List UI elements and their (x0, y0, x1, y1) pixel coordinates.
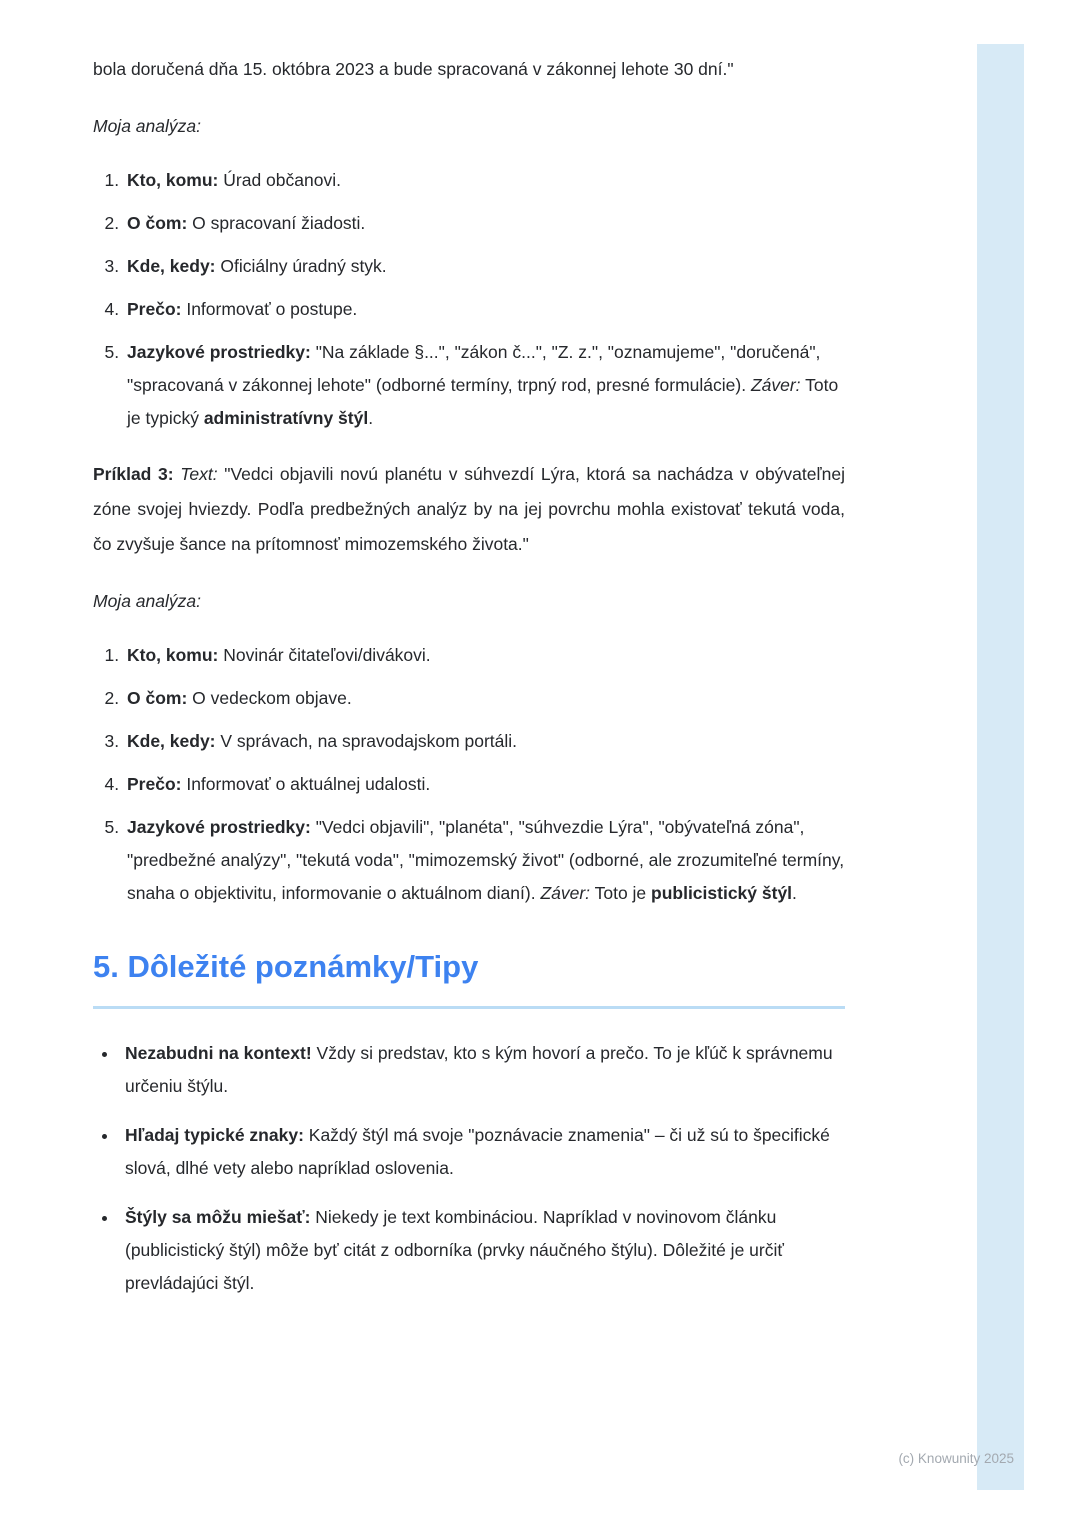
tip-item: • Hľadaj typické znaky: Každý štýl má svoje "poznávacie znamenia" – či už sú to špecifické slová, dlhé vety alebo napríklad oslovenia. (119, 1119, 845, 1185)
analysis-list-1 (93, 164, 845, 435)
list-item: 1. Kto, komu: Úrad občanovi. (124, 164, 845, 197)
list-item: 5. Jazykové prostriedky: "Na základe §...", "zákon č...", "Z. z.", "oznamujeme", "doručená", "spracovaná v zákonnej lehote" (odborné termíny, trpný rod, presné formulácie). Záver: Toto je typický administratívny štýl. (124, 336, 845, 435)
analysis-label-2: Moja analýza: (93, 591, 201, 611)
list-item: 1. Kto, komu: Novinár čitateľovi/divákovi. (124, 639, 845, 672)
list-item: 4. Prečo: Informovať o aktuálnej udalosti. (124, 768, 845, 801)
paragraph-example-3: Príklad 3: Text: "Vedci objavili novú planétu v súhvezdí Lýra, ktorá sa nachádza v obývateľnej zóne svojej hviezdy. Podľa predbežných analýz by na jej povrchu mohla existovať tekutá voda, čo zvyšuje šance na prítomnosť mimozemského života." (93, 464, 845, 554)
list-item: 2. O čom: O vedeckom objave. (124, 682, 845, 715)
paragraph-continuation: bola doručená dňa 15. októbra 2023 a bude spracovaná v zákonnej lehote 30 dní." (93, 59, 734, 79)
list-item: 3. Kde, kedy: V správach, na spravodajskom portáli. (124, 725, 845, 758)
list-item: 5. Jazykové prostriedky: "Vedci objavili", "planéta", "súhvezdie Lýra", "obývateľná zóna", "predbežné analýzy", "tekutá voda", "mimozemský život" (odborné, ale zrozumiteľné termíny, snaha o objektivitu, informovanie o aktuálnom dianí). Záver: Toto je publicistický štýl. (124, 811, 845, 910)
analysis-label-1: Moja analýza: (93, 116, 201, 136)
tips-list (93, 1037, 845, 1300)
document-content (93, 52, 845, 1316)
page-edge-decoration-bar (977, 44, 1024, 1490)
list-item: 3. Kde, kedy: Oficiálny úradný styk. (124, 250, 845, 283)
list-item: 2. O čom: O spracovaní žiadosti. (124, 207, 845, 240)
tip-item: • Nezabudni na kontext! Vždy si predstav, kto s kým hovorí a prečo. To je kľúč k správnemu určeniu štýlu. (119, 1037, 845, 1103)
tip-item: • Štýly sa môžu miešať: Niekedy je text kombináciou. Napríklad v novinovom článku (publicistický štýl) môže byť citát z odborníka (prvky náučného štýlu). Dôležité je určiť prevládajúci štýl. (119, 1201, 845, 1300)
analysis-list-2 (93, 639, 845, 910)
section-heading-tips: 5. Dôležité poznámky/Tipy (93, 946, 845, 1009)
footer-credit: (c) Knowunity 2025 (898, 1451, 1014, 1466)
list-item: 4. Prečo: Informovať o postupe. (124, 293, 845, 326)
